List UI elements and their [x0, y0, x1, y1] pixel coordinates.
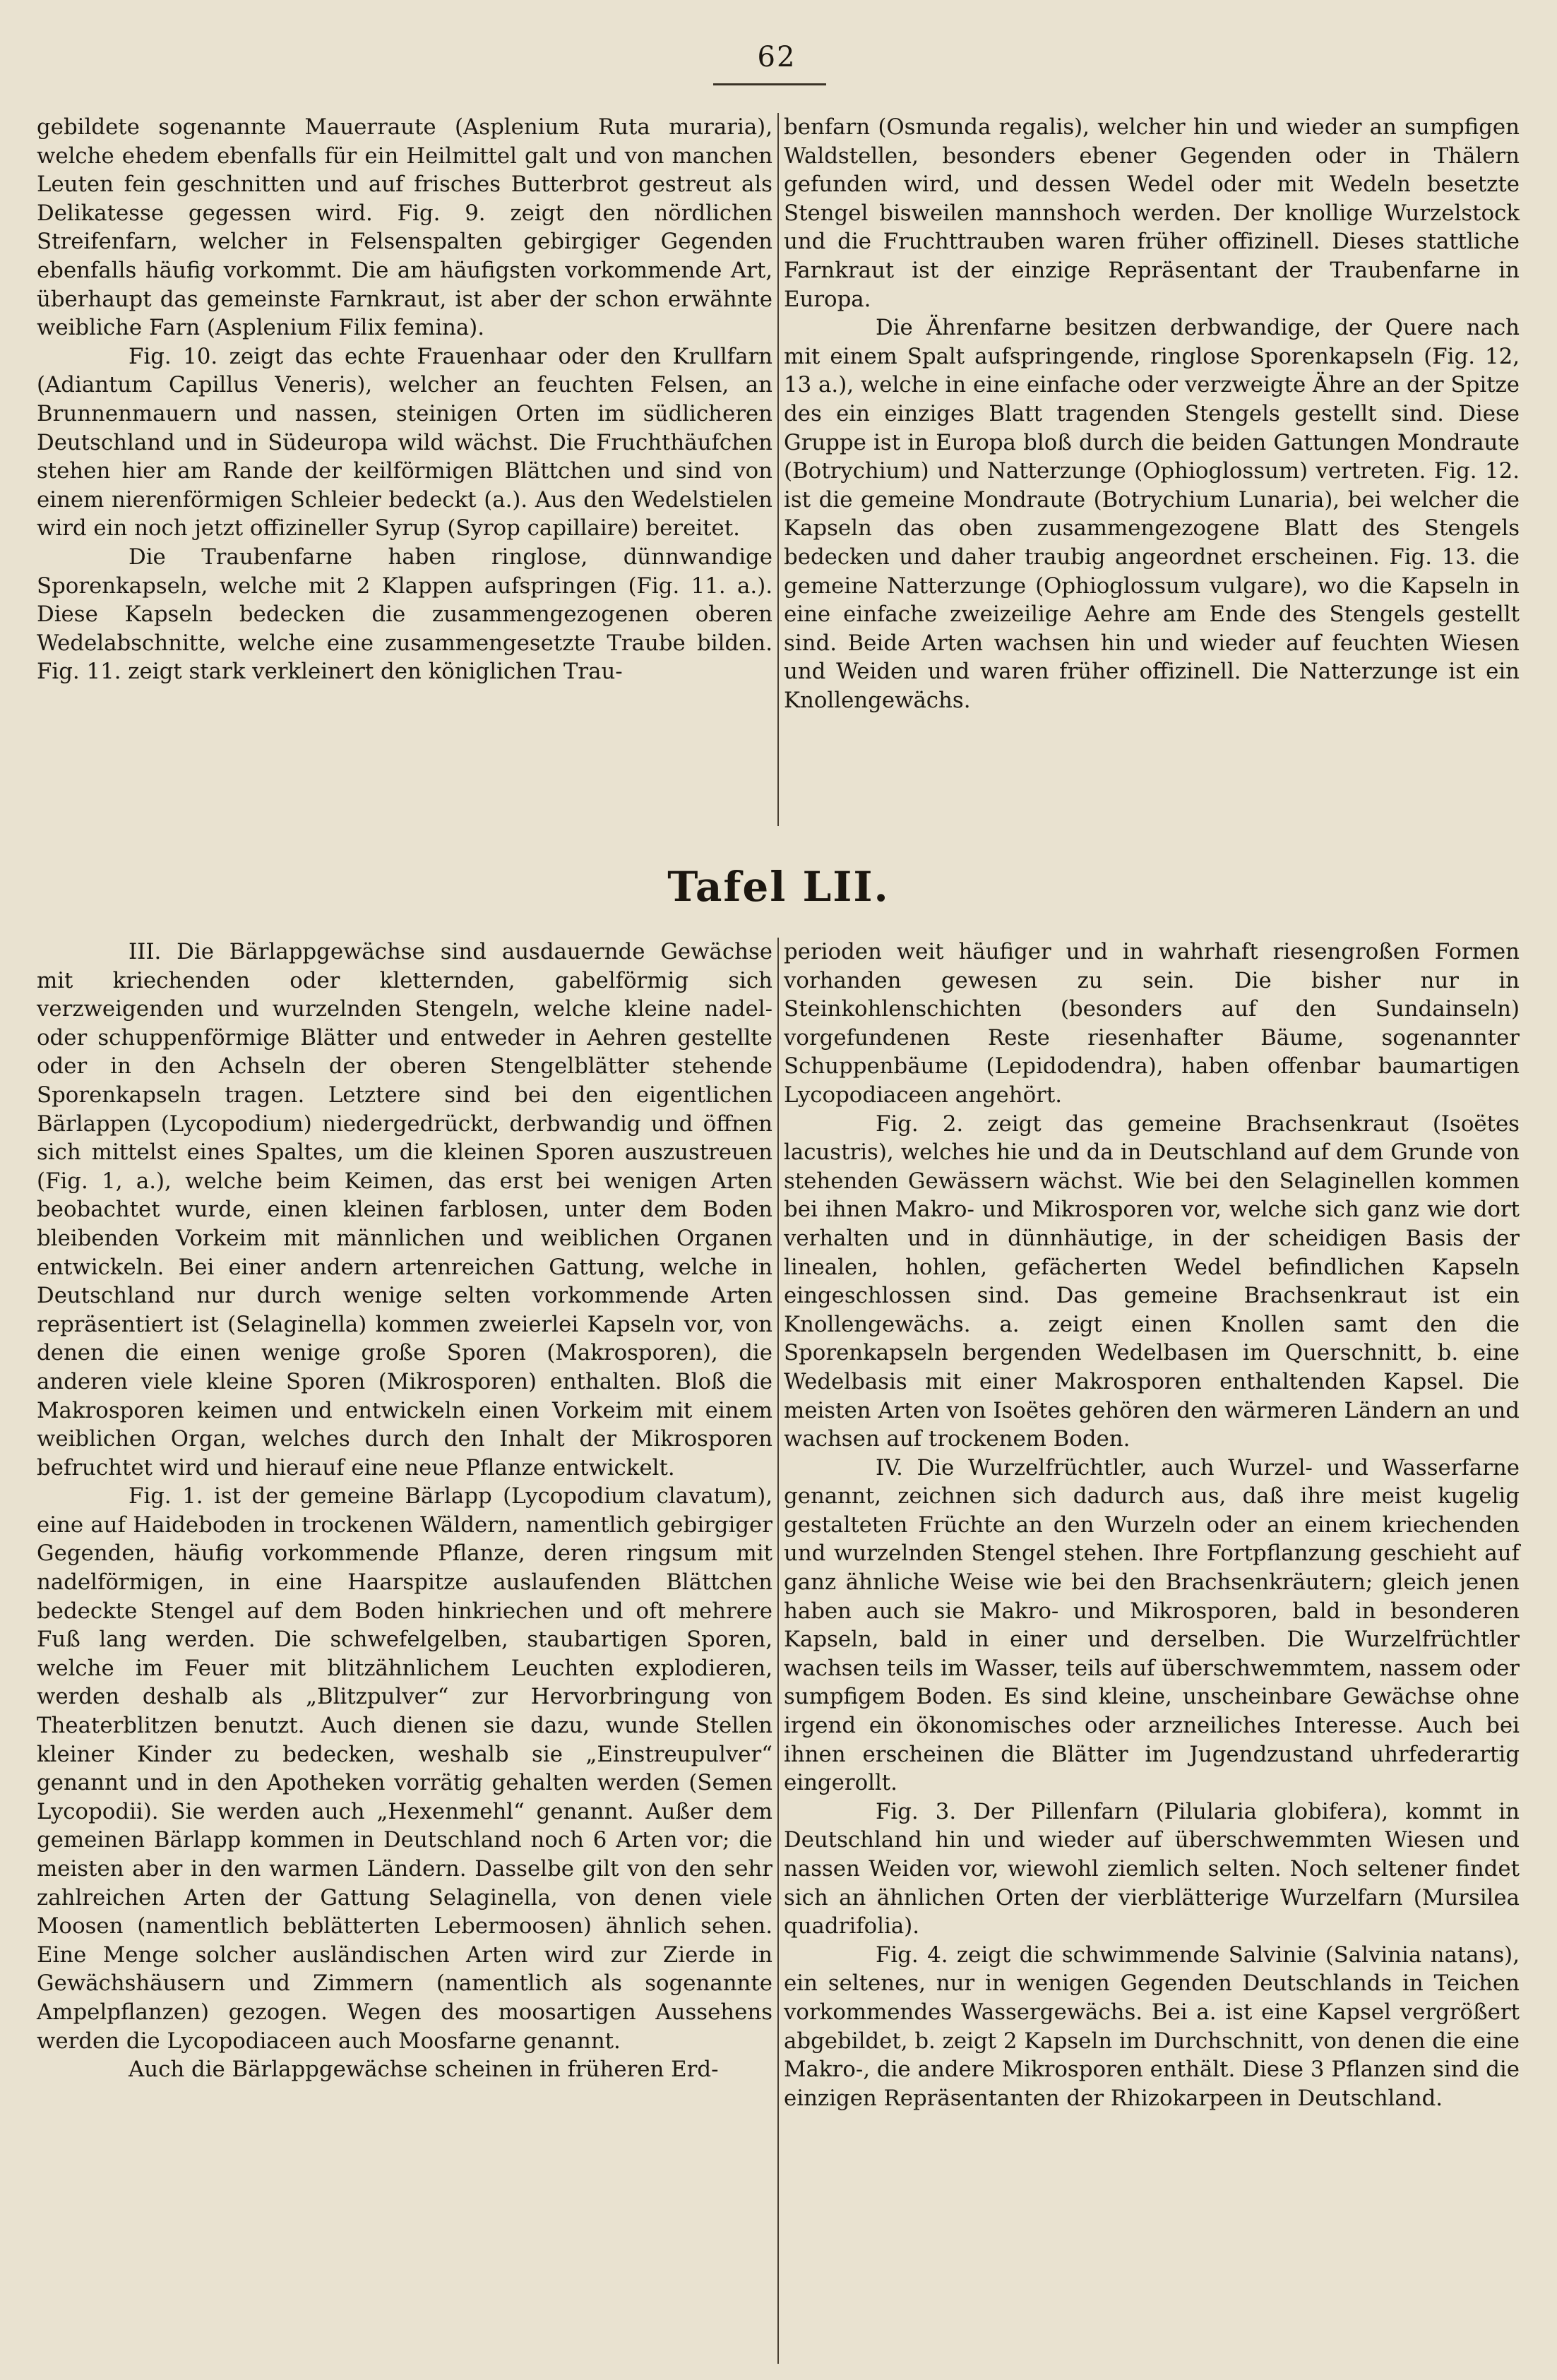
paragraph: benfarn (Osmunda regalis), welcher hin und wieder an sumpfigen Waldstellen, besonders ebener Gegenden oder in Thälern gefunden wird, und dessen Wedel oder mit Wedeln besetzte Stengel bisweilen mannshoch werden. Der knollige Wurzelstock und die Fruchttrauben waren früher offizinell. Dieses stattliche Farnkraut ist der einzige Repräsentant der Traubenfarne in Europa.: [784, 114, 1520, 312]
paragraph: Fig. 1. ist der gemeine Bärlapp (Lycopodium clavatum), eine auf Haideboden in trockenen Wäldern, namentlich gebirgiger Gegenden, häufig vorkommende Pflanze, deren ringsum mit nadelförmigen, in eine Haarspitze auslaufenden Blättchen bedeckte Stengel auf dem Boden hinkriechen und oft mehrere Fuß lang werden. Die schwefelgelben, staubartigen Sporen, welche im Feuer mit blitzähnlichem Leuchten explodieren, werden deshalb als „Blitzpulver“ zur Hervorbringung von Theaterblitzen benutzt. Auch dienen sie dazu, wunde Stellen kleiner Kinder zu bedecken, weshalb sie „Einstreupulver“ genannt und in den Apotheken vorrätig gehalten werden (Semen Lycopodii). Sie werden auch „Hexenmehl“ genannt. Außer dem gemeinen Bärlapp kommen in Deutschland noch 6 Arten vor; die meisten aber in den warmen Ländern. Dasselbe gilt von den sehr zahlreichen Arten der Gattung Selaginella, von denen viele Moosen (namentlich beblätterten Lebermoosen) ähnlich sehen. Eine Menge solcher ausländischen Arten wird zur Zierde in Gewächshäusern und Zimmern (namentlich als sogenannte Ampelpflanzen) gezogen. Wegen des moosartigen Aussehens werden die Lycopodiaceen auch Moosfarne genannt.: [37, 1483, 772, 2054]
column-divider: [777, 938, 779, 2364]
page-number-rule: [713, 83, 826, 85]
paragraph: Fig. 10. zeigt das echte Frauenhaar oder den Krullfarn (Adiantum Capillus Veneris), welcher an feuchten Felsen, an Brunnenmauern und nassen, steinigen Orten im südlicheren Deutschland und in Südeuropa wild wächst. Die Fruchthäufchen stehen hier am Rande der keilförmigen Blättchen und sind von einem nierenförmigen Schleier bedeckt (a.). Aus den Wedelstielen wird ein noch jetzt offizineller Syrup (Syrop capillaire) bereitet.: [37, 343, 772, 542]
paragraph: Auch die Bärlappgewächse scheinen in früheren Erd-: [129, 2057, 719, 2083]
paragraph: III. Die Bärlappgewächse sind ausdauernde Gewächse mit kriechenden oder kletternden, gabelförmig sich verzweigenden und wurzelnden Stengeln, welche kleine nadel- oder schuppenförmige Blätter und entweder in Aehren gestellte oder in den Achseln der oberen Stengelblätter stehende Sporenkapseln tragen. Letztere sind bei den eigentlichen Bärlappen (Lycopodium) niedergedrückt, derbwandig und öffnen sich mittelst eines Spaltes, um die kleinen Sporen auszustreuen (Fig. 1, a.), welche beim Keimen, das erst bei wenigen Arten beobachtet wurde, einen kleinen farblosen, unter dem Boden bleibenden Vorkeim mit männlichen und weiblichen Organen entwickeln. Bei einer andern artenreichen Gattung, welche in Deutschland nur durch wenige selten vorkommende Arten repräsentiert ist (Selaginella) kommen zweierlei Kapseln vor, von denen die einen wenige große Sporen (Makrosporen), die anderen viele kleine Sporen (Mikrosporen) enthalten. Bloß die Makrosporen keimen und entwickeln einen Vorkeim mit einem weiblichen Organ, welches durch den Inhalt der Mikrosporen befruchtet wird und hierauf eine neue Pflanze entwickelt.: [37, 939, 772, 1481]
paragraph: Fig. 2. zeigt das gemeine Brachsenkraut (Isoëtes lacustris), welches hie und da in Deutschland auf dem Grunde von stehenden Gewässern wächst. Wie bei den Selaginellen kommen bei ihnen Makro- und Mikrosporen vor, welche sich ganz wie dort verhalten und in dünnhäutige, in der scheidigen Basis der linealen, hohlen, gefächerten Wedel befindlichen Kapseln eingeschlossen sind. Das gemeine Brachsenkraut ist ein Knollengewächs. a. zeigt einen Knollen samt den die Sporenkapseln bergenden Wedelbasen im Querschnitt, b. eine Wedelbasis mit einer Makrosporen enthaltenden Kapsel. Die meisten Arten von Isoëtes gehören den wärmeren Ländern an und wachsen auf trockenem Boden.: [784, 1111, 1520, 1452]
paragraph: gebildete sogenannte Mauerraute (Asplenium Ruta muraria), welche ehedem ebenfalls für ein Heilmittel galt und von manchen Leuten fein geschnitten und auf frisches Butterbrot gestreut als Delikatesse gegessen wird. Fig. 9. zeigt den nördlichen Streifenfarn, welcher in Felsenspalten gebirgiger Gegenden ebenfalls häufig vorkommt. Die am häufigsten vorkommende Art, überhaupt das gemeinste Farnkraut, ist aber der schon erwähnte weibliche Farn (Asplenium Filix femina).: [37, 114, 772, 341]
upper-left-column: [37, 113, 772, 686]
paragraph: Die Ährenfarne besitzen derbwandige, der Quere nach mit einem Spalt aufspringende, ringlose Sporenkapseln (Fig. 12, 13 a.), welche in eine einfache oder verzweigte Ähre an der Spitze des ein einziges Blatt tragenden Stengels gestellt sind. Diese Gruppe ist in Europa bloß durch die beiden Gattungen Mondraute (Botrychium) und Natterzunge (Ophioglossum) vertreten. Fig. 12. ist die gemeine Mondraute (Botrychium Lunaria), bei welcher die Kapseln das oben zusammengezogene Blatt des Stengels bedecken und daher traubig angeordnet erscheinen. Fig. 13. die gemeine Natterzunge (Ophioglossum vulgare), wo die Kapseln in eine einfache zweizeilige Aehre am Ende des Stengels gestellt sind. Beide Arten wachsen hin und wieder auf feuchten Wiesen und Weiden und waren früher offizinell. Die Natterzunge ist ein Knollengewächs.: [784, 315, 1520, 713]
paragraph: IV. Die Wurzelfrüchtler, auch Wurzel- und Wasserfarne genannt, zeichnen sich dadurch aus, daß ihre meist kugelig gestalteten Früchte an den Wurzeln oder an einem kriechenden und wurzelnden Stengel stehen. Ihre Fortpflanzung geschieht auf ganz ähnliche Weise wie bei den Brachsenkräutern; gleich jenen haben auch sie Makro- und Mikrosporen, bald in besonderen Kapseln, bald in einer und derselben. Die Wurzelfrüchtler wachsen teils im Wasser, teils auf überschwemmtem, nassem oder sumpfigem Boden. Es sind kleine, unscheinbare Gewächse ohne irgend ein ökonomisches oder arzneiliches Interesse. Auch bei ihnen erscheinen die Blätter im Jugendzustand uhrfederartig eingerollt.: [784, 1454, 1520, 1796]
paragraph: Die Traubenfarne haben ringlose, dünnwandige Sporenkapseln, welche mit 2 Klappen aufspringen (Fig. 11. a.). Diese Kapseln bedecken die zusammengezogenen oberen Wedelabschnitte, welche eine zusammengesetzte Traube bilden. Fig. 11. zeigt stark verkleinert den königlichen Trau-: [37, 544, 772, 685]
paragraph: perioden weit häufiger und in wahrhaft riesengroßen Formen vorhanden gewesen zu sein. Die bisher nur in Steinkohlenschichten (besonders auf den Sundainseln) vorgefundenen Reste riesenhafter Bäume, sogenannter Schuppenbäume (Lepidodendra), haben offenbar baumartigen Lycopodiaceen angehört.: [784, 939, 1520, 1108]
paragraph: Fig. 3. Der Pillenfarn (Pilularia globifera), kommt in Deutschland hin und wieder auf überschwemmten Wiesen und nassen Weiden vor, wiewohl ziemlich selten. Noch seltener findet sich an ähnlichen Orten der vierblätterige Wurzelfarn (Mursilea quadrifolia).: [784, 1798, 1520, 1939]
paragraph: Fig. 4. zeigt die schwimmende Salvinie (Salvinia natans), ein seltenes, nur in wenigen Gegenden Deutschlands in Teichen vorkommendes Wassergewächs. Bei a. ist eine Kapsel vergrößert abgebildet, b. zeigt 2 Kapseln im Durchschnitt, von denen die eine Makro-, die andere Mikrosporen enthält. Diese 3 Pflanzen sind die einzigen Repräsentanten der Rhizokarpeen in Deutschland.: [784, 1942, 1520, 2111]
page-number: 62: [757, 41, 797, 73]
column-divider: [777, 113, 779, 826]
plate-heading: Tafel LII.: [667, 863, 890, 911]
lower-right-column: [784, 938, 1520, 2112]
upper-right-column: [784, 113, 1520, 714]
lower-left-column: [37, 938, 772, 2084]
